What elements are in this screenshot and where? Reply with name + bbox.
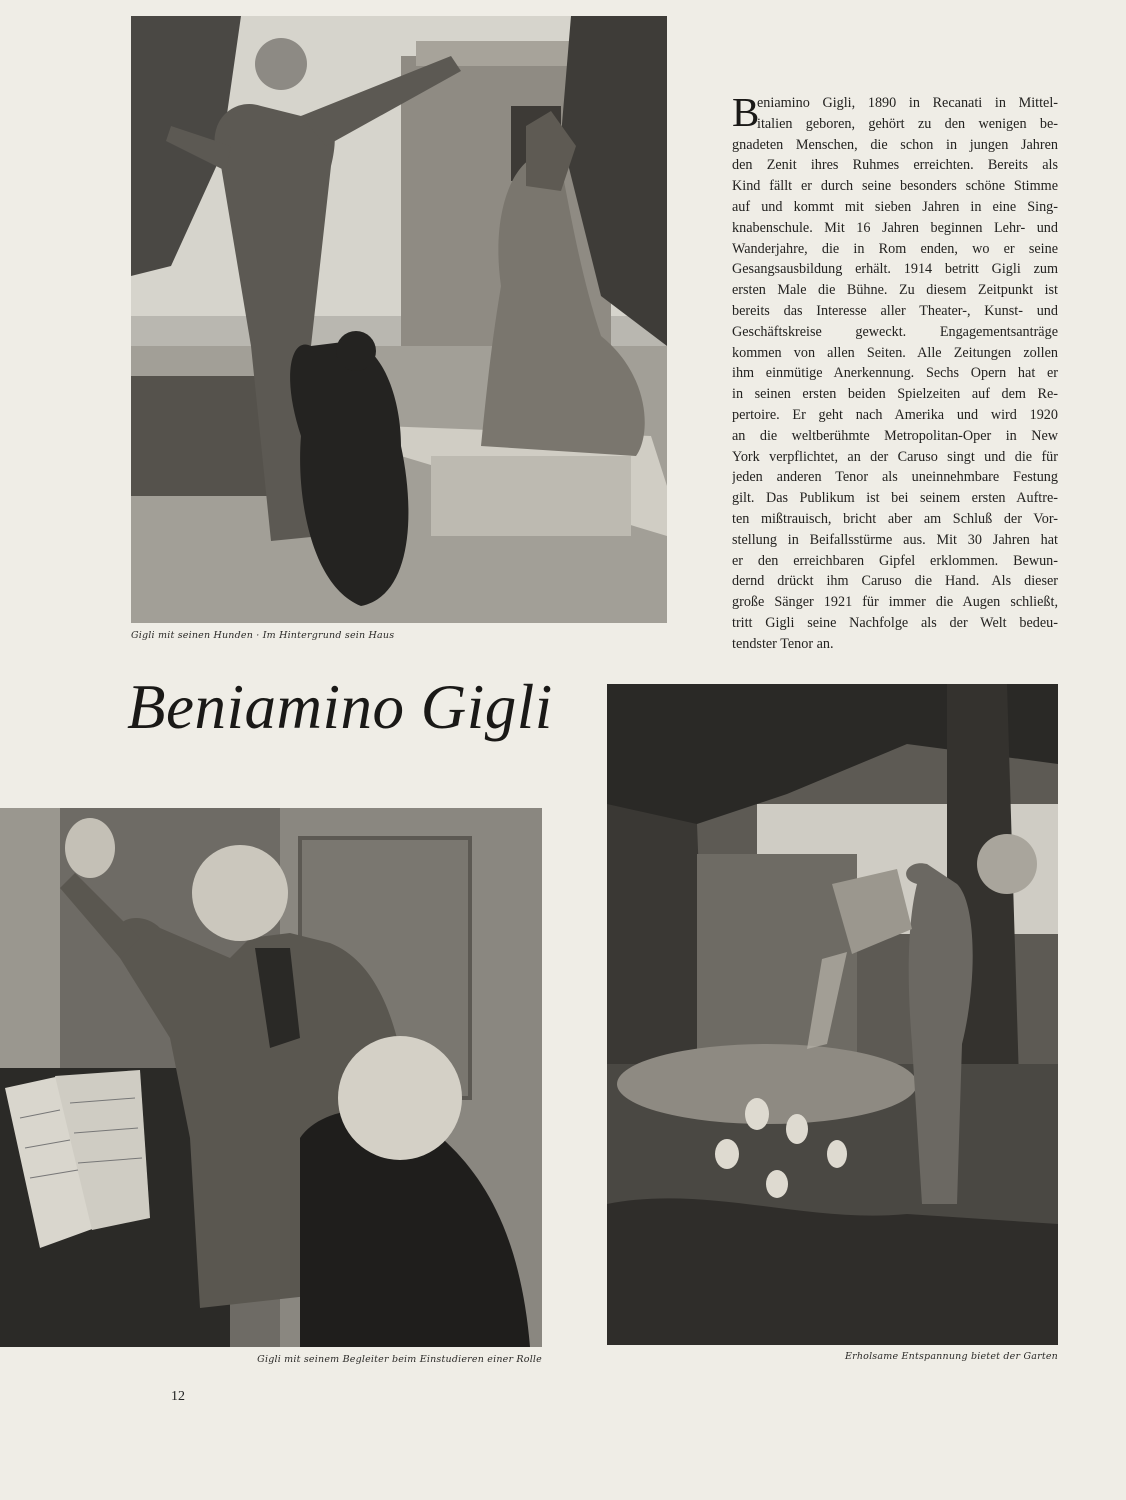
article-line: ihm einmütige Anerkennung. Sechs Opern hat er (732, 365, 1058, 382)
article-line: jeden anderen Tenor als uneinnehmbare Festung (732, 469, 1058, 486)
article-line: Gesangsausbildung erhält. 1914 betritt Gigli zum (732, 261, 1058, 278)
article-line: an die weltberühmte Metropolitan-Oper in New (732, 427, 1058, 444)
article-line: er den erreichbaren Gipfel erklommen. Bewun- (732, 552, 1058, 569)
article-line: tendster Tenor an. (732, 635, 834, 652)
article-line: den Zenit ihres Ruhmes erreichten. Bereits als (732, 157, 1058, 174)
article-line: eniamino Gigli, 1890 in Recanati in Mittel- (757, 95, 1058, 111)
photo-gigli-at-piano (0, 808, 542, 1347)
article-line: kommen von allen Seiten. Alle Zeitungen zollen (732, 344, 1058, 361)
article-line: Kind fällt er durch seine besonders schöne Stimme (732, 178, 1058, 195)
article-line: dernd drückt ihm Caruso die Hand. Als dieser (732, 573, 1058, 590)
page-title: Beniamino Gigli (127, 672, 553, 742)
article-line: gilt. Das Publikum ist bei seinem ersten Auftre- (732, 490, 1058, 507)
article-line: stellung in Beifallsstürme aus. Mit 30 Jahren hat (732, 531, 1058, 548)
caption-dogs: Gigli mit seinen Hunden · Im Hintergrund sein Haus (131, 630, 395, 641)
caption-piano: Gigli mit seinem Begleiter beim Einstudieren einer Rolle (257, 1354, 542, 1365)
photo-gigli-with-dogs (131, 16, 667, 623)
article-line: tritt Gigli seine Nachfolge als der Welt bedeu- (732, 614, 1058, 631)
photo-dogs-illustration (131, 16, 667, 623)
article-body (732, 89, 1058, 655)
drop-cap: B (732, 89, 760, 135)
article-line: Geschäftskreise geweckt. Engagementsanträge (732, 323, 1058, 340)
photo-garden-illustration (607, 684, 1058, 1345)
photo-gigli-in-garden (607, 684, 1058, 1345)
article-line: Wanderjahre, die in Rom enden, wo er seine (732, 240, 1058, 257)
page-number: 12 (171, 1389, 185, 1404)
article-line: gnadeten Menschen, die schon in jungen Jahren (732, 136, 1058, 153)
article-line: ersten Male die Bühne. Zu diesem Zeitpunkt ist (732, 282, 1058, 299)
article-line: in seinen ersten beiden Spielzeiten auf dem Re- (732, 386, 1058, 403)
article-line: große Sänger 1921 für immer die Augen schließt, (732, 594, 1058, 611)
caption-garden: Erholsame Entspannung bietet der Garten (844, 1351, 1058, 1362)
article-line: York verpflichtet, an der Caruso singt und die für (732, 448, 1058, 465)
article-line: italien geboren, gehört zu den wenigen be- (757, 115, 1058, 132)
article-line: ten mißtrauisch, bricht aber am Schluß der Vor- (732, 510, 1058, 527)
article-line: auf und kommt mit sieben Jahren in eine Sing- (732, 198, 1058, 215)
article-line: knabenschule. Mit 16 Jahren beginnen Lehr- und (732, 219, 1058, 236)
photo-piano-illustration (0, 808, 542, 1347)
article-line: bereits das Interesse aller Theater-, Kunst- und (732, 302, 1058, 319)
article-line: pertoire. Er geht nach Amerika und wird 1920 (732, 406, 1058, 423)
